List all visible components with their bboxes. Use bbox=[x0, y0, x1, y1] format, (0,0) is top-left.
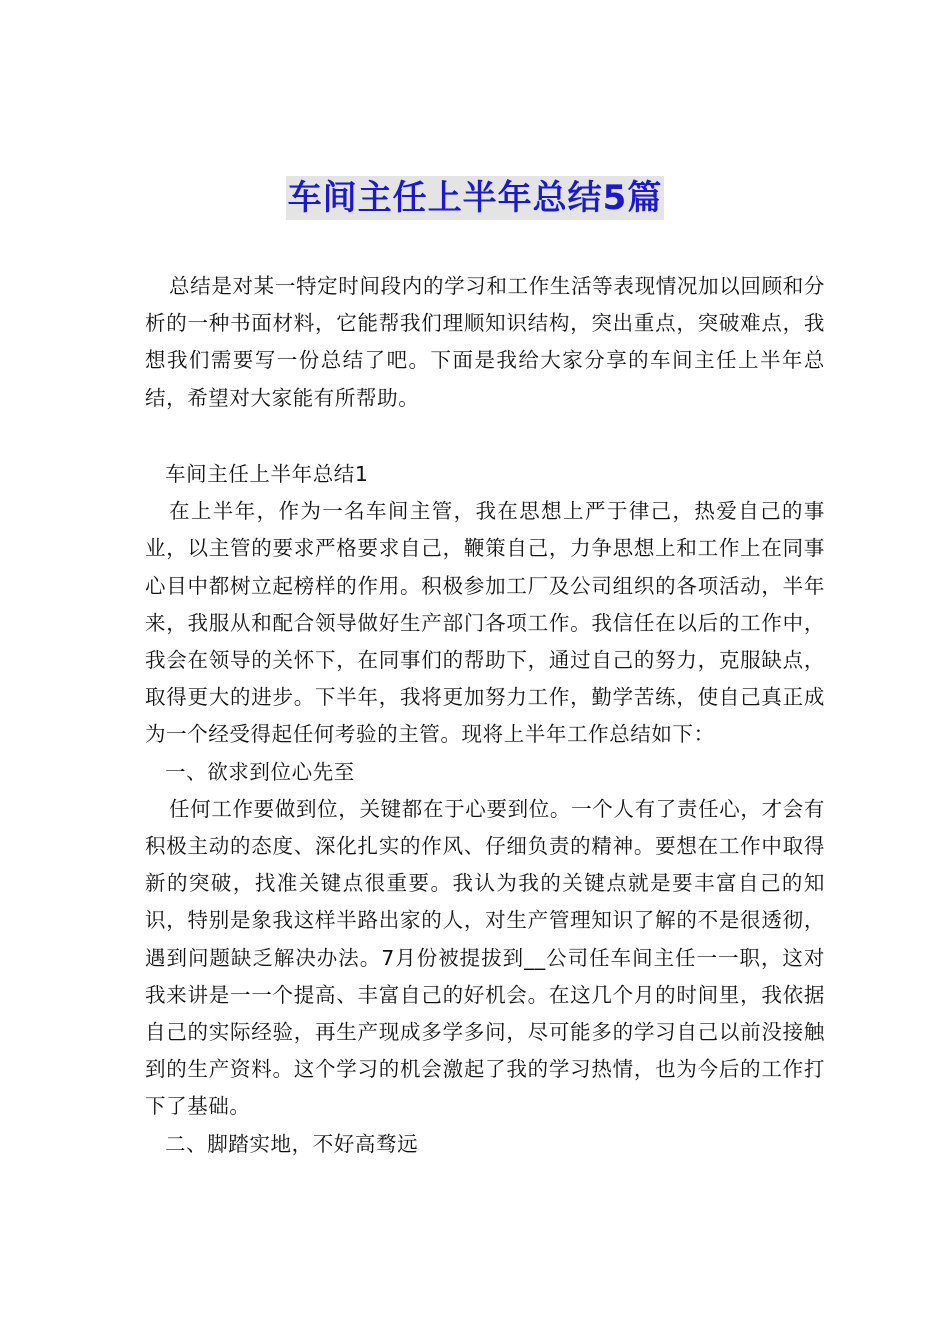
section-paragraph-2: 任何工作要做到位，关键都在于心要到位。一个人有了责任心，才会有积极主动的态度、深化扎实的作风、仔细负责的精神。要想在工作中取得新的突破，找准关键点很重要。我认为我的关键点就是要丰富自己的知识，特别是象我这样半路出家的人，对生产管理知识了解的不是很透彻，遇到问题缺乏解决办法。7月份被提拔到__公司任车间主任一一职，这对我来讲是一一个提高、丰富自己的好机会。在这几个月的时间里，我依据自己的实际经验，再生产现成多学多问，尽可能多的学习自己以前没接触到的生产资料。这个学习的机会激起了我的学习热情，也为今后的工作打下了基础。 bbox=[145, 796, 825, 1119]
subheading-2: 二、脚踏实地，不好高骛远 bbox=[165, 1131, 419, 1156]
document-title: 车间主任上半年总结5篇 bbox=[287, 178, 663, 218]
section-1 bbox=[145, 456, 825, 1163]
title-container bbox=[0, 176, 950, 220]
section-heading: 车间主任上半年总结1 bbox=[165, 462, 369, 486]
subheading-1: 一、欲求到位心先至 bbox=[165, 759, 355, 784]
intro-block bbox=[145, 268, 825, 417]
intro-paragraph: 总结是对某一特定时间段内的学习和工作生活等表现情况加以回顾和分析的一种书面材料，它能帮我们理顺知识结构，突出重点，突破难点，我想我们需要写一份总结了吧。下面是我给大家分享的车间主任上半年总结，希望对大家能有所帮助。 bbox=[145, 274, 825, 410]
section-paragraph-1: 在上半年，作为一名车间主管，我在思想上严于律己，热爱自己的事业，以主管的要求严格要求自己，鞭策自己，力争思想上和工作上在同事心目中都树立起榜样的作用。积极参加工厂及公司组织的各项活动，半年来，我服从和配合领导做好生产部门各项工作。我信任在以后的工作中，我会在领导的关怀下，在同事们的帮助下，通过自己的努力，克服缺点，取得更大的进步。下半年，我将更加努力工作，勤学苦练，使自己真正成为一个经受得起任何考验的主管。现将上半年工作总结如下： bbox=[145, 499, 825, 747]
